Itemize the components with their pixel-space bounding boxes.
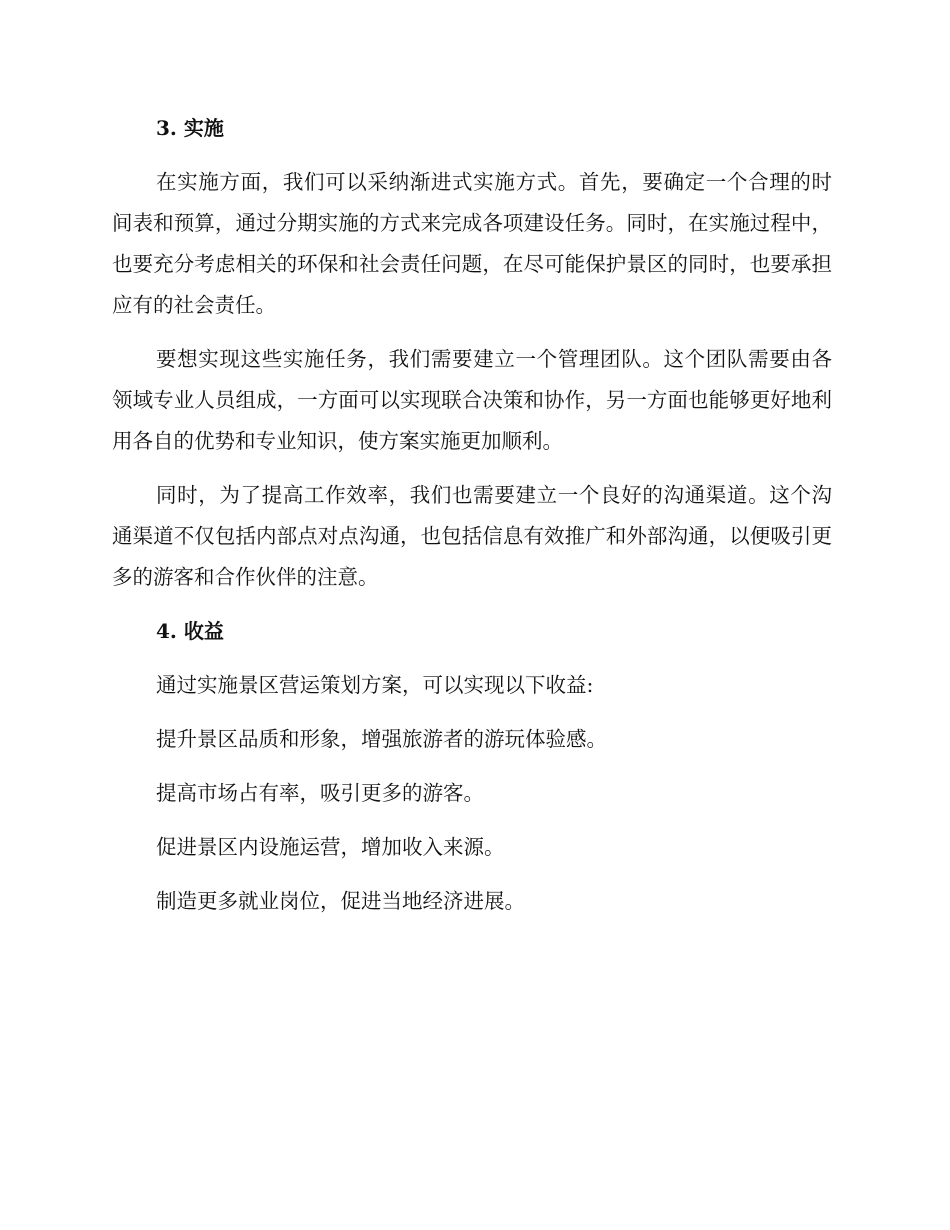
section-heading-benefits: 4. 收益 <box>156 619 224 643</box>
paragraph: 同时，为了提高工作效率，我们也需要建立一个良好的沟通渠道。这个沟通渠道不仅包括内部点对点沟通，也包括信息有效推广和外部沟通，以便吸引更多的游客和合作伙伴的注意。 <box>112 483 832 589</box>
benefits-intro: 通过实施景区营运策划方案，可以实现以下收益: <box>156 673 594 697</box>
benefit-item: 提高市场占有率，吸引更多的游客。 <box>156 781 484 805</box>
section-heading-implementation: 3. 实施 <box>156 116 224 140</box>
benefit-item: 提升景区品质和形象，增强旅游者的游玩体验感。 <box>156 727 607 751</box>
benefit-item: 促进景区内设施运营，增加收入来源。 <box>156 835 505 859</box>
paragraph: 在实施方面，我们可以采纳渐进式实施方式。首先，要确定一个合理的时间表和预算，通过分期实施的方式来完成各项建设任务。同时，在实施过程中，也要充分考虑相关的环保和社会责任问题，在尽可能保护景区的同时，也要承担应有的社会责任。 <box>112 170 832 317</box>
document-page <box>112 108 832 935</box>
benefit-item: 制造更多就业岗位，促进当地经济进展。 <box>156 889 525 913</box>
paragraph: 要想实现这些实施任务，我们需要建立一个管理团队。这个团队需要由各领域专业人员组成，一方面可以实现联合决策和协作，另一方面也能够更好地利用各自的优势和专业知识，使方案实施更加顺利。 <box>112 347 832 453</box>
